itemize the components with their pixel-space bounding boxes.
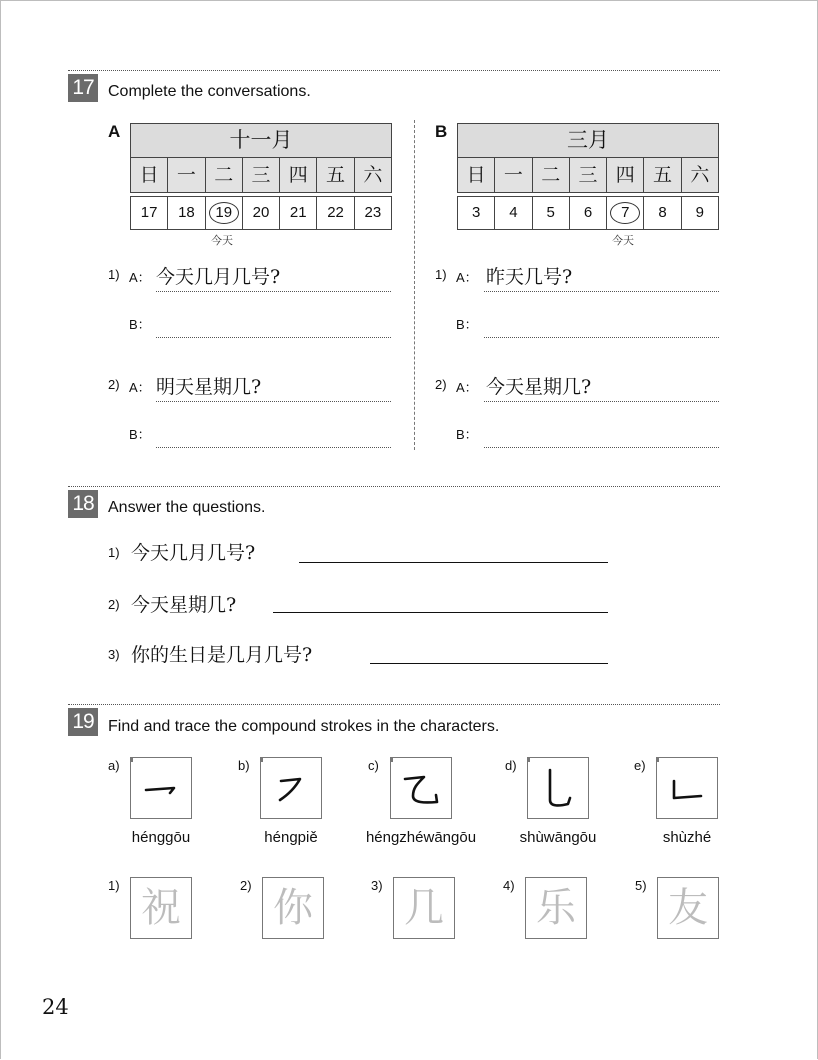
answer-line: [156, 291, 391, 292]
section-divider: [68, 70, 720, 71]
trace-char-2[interactable]: 你: [262, 877, 324, 939]
stroke-b-pinyin: héngpiě: [264, 829, 318, 846]
answer-line: [156, 401, 391, 402]
calendar-b-dates: [457, 196, 719, 230]
calendar-b: [457, 123, 719, 230]
date-cell: 3: [471, 204, 481, 221]
section-19-instruction: Find and trace the compound strokes in the characters.: [108, 718, 500, 735]
section-18-instruction: Answer the questions.: [108, 499, 266, 516]
calendar-a-dates: [130, 196, 392, 230]
stroke-b-label: b): [238, 758, 250, 773]
trace-char-3[interactable]: 几: [393, 877, 455, 939]
shuzhe-stroke-icon: [657, 758, 717, 818]
conv-a-q2-speaker: A：: [129, 380, 151, 395]
weekday-cell: 日: [139, 164, 159, 186]
weekday-cell: 六: [354, 158, 391, 192]
weekday-cell: 日: [466, 164, 486, 186]
q18-1-question: 今天几月几号?: [131, 542, 256, 564]
conv-a-q1-question: 今天几月几号?: [156, 266, 281, 288]
stroke-a-box: [130, 757, 192, 819]
conv-a-q1-answer-line[interactable]: [156, 337, 391, 338]
date-cell: 22: [316, 197, 353, 229]
weekday-cell: 五: [316, 158, 353, 192]
date-cell: 8: [643, 197, 680, 229]
trace-1-label: 1): [108, 878, 120, 893]
conv-b-q1-question: 昨天几号?: [486, 266, 573, 288]
trace-2-label: 2): [240, 878, 252, 893]
section-18-number: 18: [68, 490, 98, 518]
stroke-e-label: e): [634, 758, 646, 773]
answer-line: [484, 401, 719, 402]
conv-b-q2-question: 今天星期几?: [486, 376, 592, 398]
q18-3-number: 3): [108, 647, 120, 662]
stroke-a-label: a): [108, 758, 120, 773]
trace-char-1[interactable]: 祝: [130, 877, 192, 939]
conv-a-q2-answer-line[interactable]: [156, 447, 391, 448]
answer-line: [484, 291, 719, 292]
conv-a-q1-speaker: A：: [129, 270, 151, 285]
date-cell: 20: [242, 197, 279, 229]
section-17-number: 17: [68, 74, 98, 102]
weekday-cell: 四: [279, 158, 316, 192]
date-cell: 21: [279, 197, 316, 229]
stroke-d-box: [527, 757, 589, 819]
conv-b-q1-speaker: A：: [456, 270, 478, 285]
conv-a-q2-reply-speaker: B：: [129, 427, 151, 442]
trace-4-label: 4): [503, 878, 515, 893]
date-cell-today: [205, 197, 242, 229]
section-19-number: 19: [68, 708, 98, 736]
trace-char-4[interactable]: 乐: [525, 877, 587, 939]
section-divider: [68, 486, 720, 487]
q18-1-answer-line[interactable]: [299, 562, 608, 563]
stroke-a-pinyin: hénggōu: [131, 829, 191, 846]
conv-b-q2-number: 2): [435, 377, 447, 392]
weekday-cell: 三: [569, 158, 606, 192]
calendar-a: [130, 123, 392, 230]
weekday-cell: 三: [242, 158, 279, 192]
stroke-d-label: d): [505, 758, 517, 773]
weekday-cell: 五: [643, 158, 680, 192]
stroke-c-box: [390, 757, 452, 819]
date-cell: 5: [532, 197, 569, 229]
conv-a-q1-reply-speaker: B：: [129, 317, 151, 332]
date-value: 19: [215, 204, 233, 221]
conv-b-q2-answer-line[interactable]: [484, 447, 719, 448]
calendar-b-month: 三月: [457, 123, 719, 157]
trace-3-label: 3): [371, 878, 383, 893]
conv-b-q2-speaker: A：: [456, 380, 478, 395]
weekday-cell: 一: [167, 158, 204, 192]
conv-a-q1-number: 1): [108, 267, 120, 282]
shuwangou-stroke-icon: [528, 758, 588, 818]
stroke-b-box: [260, 757, 322, 819]
conv-b-q1-reply-speaker: B：: [456, 317, 478, 332]
date-cell: 4: [494, 197, 531, 229]
section-divider: [68, 704, 720, 705]
date-value: 7: [621, 204, 630, 221]
calendar-a-label: A: [108, 122, 121, 141]
calendar-b-today-label: 今天: [612, 234, 634, 247]
date-cell: 9: [681, 197, 718, 229]
trace-5-label: 5): [635, 878, 647, 893]
trace-char-5[interactable]: 友: [657, 877, 719, 939]
q18-2-answer-line[interactable]: [273, 612, 608, 613]
stroke-d-pinyin: shùwāngōu: [519, 829, 597, 846]
calendar-b-label: B: [435, 122, 448, 141]
date-cell: 23: [354, 197, 391, 229]
conv-b-q2-reply-speaker: B：: [456, 427, 478, 442]
page-number: 24: [42, 995, 69, 1019]
weekday-cell: 四: [606, 158, 643, 192]
q18-2-question: 今天星期几?: [131, 594, 237, 616]
q18-3-answer-line[interactable]: [370, 663, 608, 664]
column-divider: [414, 120, 415, 450]
conv-b-q1-answer-line[interactable]: [484, 337, 719, 338]
date-cell: 6: [569, 197, 606, 229]
stroke-c-label: c): [368, 758, 379, 773]
stroke-e-pinyin: shùzhé: [662, 829, 712, 846]
weekday-cell: 一: [494, 158, 531, 192]
section-17-instruction: Complete the conversations.: [108, 83, 311, 100]
date-cell: 17: [140, 204, 158, 221]
conv-a-q2-question: 明天星期几?: [156, 376, 262, 398]
weekday-cell: 二: [532, 158, 569, 192]
date-cell: 18: [167, 197, 204, 229]
stroke-c-pinyin: héngzhéwāngōu: [365, 829, 477, 846]
calendar-a-weekdays: [130, 157, 392, 193]
conv-b-q1-number: 1): [435, 267, 447, 282]
hengou-stroke-icon: [131, 758, 191, 818]
hengzhewangou-stroke-icon: [391, 758, 451, 818]
q18-1-number: 1): [108, 545, 120, 560]
calendar-a-month: 十一月: [130, 123, 392, 157]
hengpie-stroke-icon: [261, 758, 321, 818]
q18-2-number: 2): [108, 597, 120, 612]
conv-a-q2-number: 2): [108, 377, 120, 392]
calendar-a-today-label: 今天: [211, 234, 233, 247]
weekday-cell: 二: [205, 158, 242, 192]
weekday-cell: 六: [681, 158, 718, 192]
stroke-e-box: [656, 757, 718, 819]
q18-3-question: 你的生日是几月几号?: [131, 644, 313, 666]
calendar-b-weekdays: [457, 157, 719, 193]
date-cell-today: [606, 197, 643, 229]
